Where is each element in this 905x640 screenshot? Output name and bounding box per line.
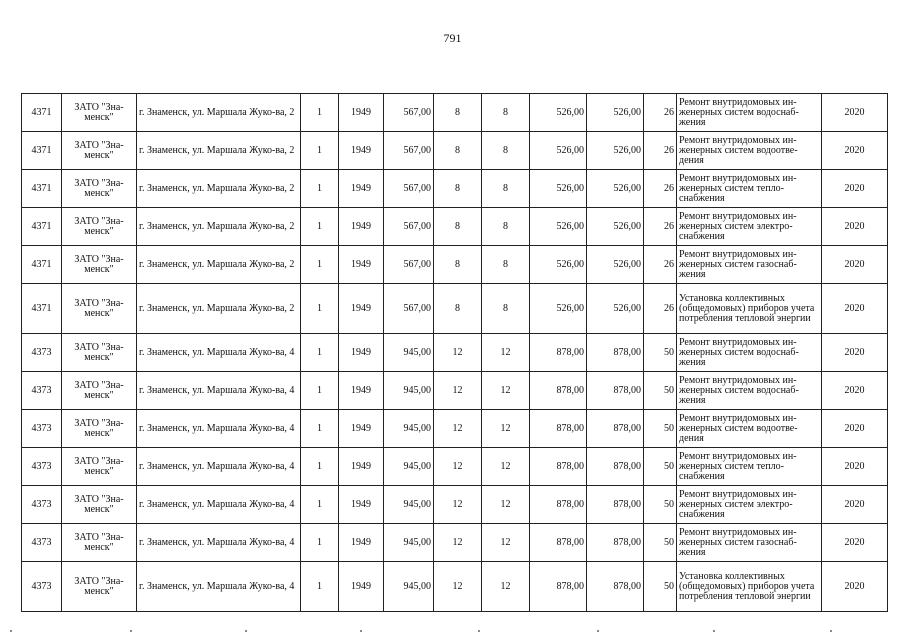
cell-address: г. Знаменск, ул. Маршала Жуко-ва, 2 (137, 284, 301, 334)
cell-year-built: 1949 (339, 208, 384, 246)
cell-col-4: 1 (301, 448, 339, 486)
cell-total-area: 945,00 (384, 448, 434, 486)
cell-municipality: ЗАТО "Зна-менск" (62, 448, 137, 486)
cell-col-10: 526,00 (587, 284, 644, 334)
cell-work-type: Ремонт внутридомовых ин-женерных систем водоснаб-жения (677, 372, 822, 410)
cell-col-7: 12 (434, 410, 482, 448)
cell-col-11: 50 (644, 448, 677, 486)
cell-col-7: 12 (434, 486, 482, 524)
cell-plan-year: 2020 (822, 132, 888, 170)
cell-col-10: 526,00 (587, 246, 644, 284)
cell-col-8: 8 (482, 94, 530, 132)
page-number: 791 (443, 31, 462, 45)
cell-plan-year: 2020 (822, 208, 888, 246)
cell-col-10: 878,00 (587, 448, 644, 486)
cell-col-10: 878,00 (587, 410, 644, 448)
table-row (22, 94, 888, 132)
table-row (22, 486, 888, 524)
cell-col-8: 12 (482, 524, 530, 562)
cell-col-4: 1 (301, 372, 339, 410)
cell-plan-year: 2020 (822, 562, 888, 612)
table-row (22, 208, 888, 246)
cell-total-area: 567,00 (384, 132, 434, 170)
cell-col-4: 1 (301, 94, 339, 132)
cell-col-9: 878,00 (530, 524, 587, 562)
cell-col-10: 878,00 (587, 524, 644, 562)
cell-col-9: 878,00 (530, 334, 587, 372)
table-row (22, 284, 888, 334)
cell-work-type: Ремонт внутридомовых ин-женерных систем газоснаб-жения (677, 524, 822, 562)
cell-year-built: 1949 (339, 562, 384, 612)
cell-municipality: ЗАТО "Зна-менск" (62, 208, 137, 246)
cell-col-4: 1 (301, 132, 339, 170)
cell-address: г. Знаменск, ул. Маршала Жуко-ва, 4 (137, 410, 301, 448)
cell-total-area: 945,00 (384, 524, 434, 562)
cell-address: г. Знаменск, ул. Маршала Жуко-ва, 2 (137, 208, 301, 246)
cell-col-4: 1 (301, 410, 339, 448)
cell-col-7: 12 (434, 448, 482, 486)
cell-object-id: 4373 (22, 486, 62, 524)
cell-year-built: 1949 (339, 94, 384, 132)
cell-municipality: ЗАТО "Зна-менск" (62, 94, 137, 132)
cell-work-type: Ремонт внутридомовых ин-женерных систем электро-снабжения (677, 208, 822, 246)
cell-total-area: 567,00 (384, 94, 434, 132)
cell-year-built: 1949 (339, 334, 384, 372)
cell-year-built: 1949 (339, 284, 384, 334)
cell-plan-year: 2020 (822, 334, 888, 372)
table-row (22, 170, 888, 208)
scan-edge-marks (0, 630, 905, 634)
cell-col-11: 26 (644, 246, 677, 284)
cell-col-8: 12 (482, 334, 530, 372)
cell-col-9: 526,00 (530, 170, 587, 208)
cell-col-7: 8 (434, 208, 482, 246)
cell-plan-year: 2020 (822, 486, 888, 524)
cell-work-type: Ремонт внутридомовых ин-женерных систем электро-снабжения (677, 486, 822, 524)
cell-plan-year: 2020 (822, 410, 888, 448)
cell-work-type: Ремонт внутридомовых ин-женерных систем водоснаб-жения (677, 334, 822, 372)
cell-object-id: 4371 (22, 246, 62, 284)
cell-municipality: ЗАТО "Зна-менск" (62, 132, 137, 170)
cell-col-4: 1 (301, 562, 339, 612)
cell-address: г. Знаменск, ул. Маршала Жуко-ва, 2 (137, 94, 301, 132)
cell-address: г. Знаменск, ул. Маршала Жуко-ва, 4 (137, 486, 301, 524)
cell-object-id: 4371 (22, 284, 62, 334)
cell-total-area: 567,00 (384, 246, 434, 284)
cell-municipality: ЗАТО "Зна-менск" (62, 372, 137, 410)
cell-col-7: 12 (434, 524, 482, 562)
cell-address: г. Знаменск, ул. Маршала Жуко-ва, 4 (137, 448, 301, 486)
cell-total-area: 945,00 (384, 334, 434, 372)
cell-col-9: 526,00 (530, 246, 587, 284)
cell-municipality: ЗАТО "Зна-менск" (62, 284, 137, 334)
cell-work-type: Установка коллективных (общедомовых) приборов учета потребления тепловой энергии (677, 562, 822, 612)
cell-work-type: Ремонт внутридомовых ин-женерных систем тепло-снабжения (677, 170, 822, 208)
cell-col-10: 526,00 (587, 132, 644, 170)
cell-year-built: 1949 (339, 246, 384, 284)
cell-col-11: 50 (644, 486, 677, 524)
cell-object-id: 4373 (22, 562, 62, 612)
cell-object-id: 4371 (22, 208, 62, 246)
cell-total-area: 945,00 (384, 486, 434, 524)
cell-plan-year: 2020 (822, 284, 888, 334)
cell-total-area: 567,00 (384, 170, 434, 208)
cell-col-4: 1 (301, 246, 339, 284)
cell-year-built: 1949 (339, 410, 384, 448)
cell-col-11: 26 (644, 208, 677, 246)
table-row (22, 334, 888, 372)
cell-col-8: 12 (482, 448, 530, 486)
cell-municipality: ЗАТО "Зна-менск" (62, 562, 137, 612)
table-body (22, 94, 888, 612)
cell-col-4: 1 (301, 284, 339, 334)
cell-col-11: 50 (644, 410, 677, 448)
table-row (22, 524, 888, 562)
cell-col-10: 526,00 (587, 170, 644, 208)
cell-col-8: 12 (482, 410, 530, 448)
cell-col-4: 1 (301, 334, 339, 372)
table-row (22, 562, 888, 612)
registry-table (21, 93, 888, 612)
table-row (22, 132, 888, 170)
cell-plan-year: 2020 (822, 372, 888, 410)
cell-col-11: 26 (644, 284, 677, 334)
cell-work-type: Ремонт внутридомовых ин-женерных систем тепло-снабжения (677, 448, 822, 486)
cell-address: г. Знаменск, ул. Маршала Жуко-ва, 4 (137, 524, 301, 562)
cell-work-type: Ремонт внутридомовых ин-женерных систем газоснаб-жения (677, 246, 822, 284)
cell-col-9: 878,00 (530, 372, 587, 410)
cell-object-id: 4371 (22, 132, 62, 170)
cell-year-built: 1949 (339, 524, 384, 562)
cell-year-built: 1949 (339, 486, 384, 524)
cell-year-built: 1949 (339, 170, 384, 208)
cell-plan-year: 2020 (822, 246, 888, 284)
cell-col-9: 878,00 (530, 562, 587, 612)
cell-col-9: 878,00 (530, 486, 587, 524)
cell-total-area: 945,00 (384, 410, 434, 448)
cell-col-9: 878,00 (530, 448, 587, 486)
cell-address: г. Знаменск, ул. Маршала Жуко-ва, 2 (137, 246, 301, 284)
cell-col-8: 8 (482, 132, 530, 170)
cell-col-10: 526,00 (587, 94, 644, 132)
cell-work-type: Ремонт внутридомовых ин-женерных систем водоотве-дения (677, 410, 822, 448)
cell-address: г. Знаменск, ул. Маршала Жуко-ва, 2 (137, 170, 301, 208)
cell-municipality: ЗАТО "Зна-менск" (62, 410, 137, 448)
cell-col-11: 26 (644, 132, 677, 170)
table-row (22, 246, 888, 284)
cell-object-id: 4371 (22, 170, 62, 208)
cell-municipality: ЗАТО "Зна-менск" (62, 524, 137, 562)
cell-object-id: 4371 (22, 94, 62, 132)
cell-col-9: 526,00 (530, 94, 587, 132)
cell-col-11: 26 (644, 94, 677, 132)
cell-col-10: 878,00 (587, 486, 644, 524)
cell-col-9: 878,00 (530, 410, 587, 448)
cell-object-id: 4373 (22, 524, 62, 562)
cell-col-11: 26 (644, 170, 677, 208)
cell-total-area: 567,00 (384, 208, 434, 246)
cell-col-10: 878,00 (587, 372, 644, 410)
cell-col-7: 8 (434, 170, 482, 208)
cell-address: г. Знаменск, ул. Маршала Жуко-ва, 4 (137, 562, 301, 612)
cell-col-11: 50 (644, 334, 677, 372)
cell-plan-year: 2020 (822, 94, 888, 132)
cell-col-8: 8 (482, 246, 530, 284)
cell-col-9: 526,00 (530, 132, 587, 170)
cell-col-11: 50 (644, 524, 677, 562)
cell-col-7: 8 (434, 246, 482, 284)
cell-work-type: Ремонт внутридомовых ин-женерных систем водоснаб-жения (677, 94, 822, 132)
cell-col-11: 50 (644, 372, 677, 410)
cell-col-10: 878,00 (587, 562, 644, 612)
cell-municipality: ЗАТО "Зна-менск" (62, 486, 137, 524)
cell-col-10: 878,00 (587, 334, 644, 372)
cell-col-7: 8 (434, 94, 482, 132)
cell-plan-year: 2020 (822, 170, 888, 208)
cell-municipality: ЗАТО "Зна-менск" (62, 246, 137, 284)
cell-col-10: 526,00 (587, 208, 644, 246)
cell-col-4: 1 (301, 170, 339, 208)
table-row (22, 372, 888, 410)
cell-object-id: 4373 (22, 334, 62, 372)
cell-col-9: 526,00 (530, 284, 587, 334)
cell-work-type: Ремонт внутридомовых ин-женерных систем водоотве-дения (677, 132, 822, 170)
cell-col-7: 12 (434, 372, 482, 410)
cell-col-7: 8 (434, 132, 482, 170)
cell-col-11: 50 (644, 562, 677, 612)
cell-col-8: 8 (482, 284, 530, 334)
cell-address: г. Знаменск, ул. Маршала Жуко-ва, 4 (137, 372, 301, 410)
cell-total-area: 567,00 (384, 284, 434, 334)
cell-col-8: 12 (482, 486, 530, 524)
cell-col-8: 8 (482, 170, 530, 208)
cell-plan-year: 2020 (822, 448, 888, 486)
cell-object-id: 4373 (22, 410, 62, 448)
cell-year-built: 1949 (339, 448, 384, 486)
cell-object-id: 4373 (22, 372, 62, 410)
cell-col-7: 8 (434, 284, 482, 334)
cell-year-built: 1949 (339, 132, 384, 170)
cell-col-8: 12 (482, 562, 530, 612)
cell-object-id: 4373 (22, 448, 62, 486)
cell-year-built: 1949 (339, 372, 384, 410)
cell-col-8: 12 (482, 372, 530, 410)
cell-work-type: Установка коллективных (общедомовых) приборов учета потребления тепловой энергии (677, 284, 822, 334)
cell-total-area: 945,00 (384, 372, 434, 410)
table-row (22, 448, 888, 486)
cell-plan-year: 2020 (822, 524, 888, 562)
cell-col-4: 1 (301, 524, 339, 562)
cell-col-8: 8 (482, 208, 530, 246)
cell-address: г. Знаменск, ул. Маршала Жуко-ва, 4 (137, 334, 301, 372)
cell-col-7: 12 (434, 334, 482, 372)
cell-col-7: 12 (434, 562, 482, 612)
cell-col-4: 1 (301, 208, 339, 246)
cell-municipality: ЗАТО "Зна-менск" (62, 170, 137, 208)
table-row (22, 410, 888, 448)
cell-col-4: 1 (301, 486, 339, 524)
cell-total-area: 945,00 (384, 562, 434, 612)
cell-address: г. Знаменск, ул. Маршала Жуко-ва, 2 (137, 132, 301, 170)
cell-municipality: ЗАТО "Зна-менск" (62, 334, 137, 372)
cell-col-9: 526,00 (530, 208, 587, 246)
